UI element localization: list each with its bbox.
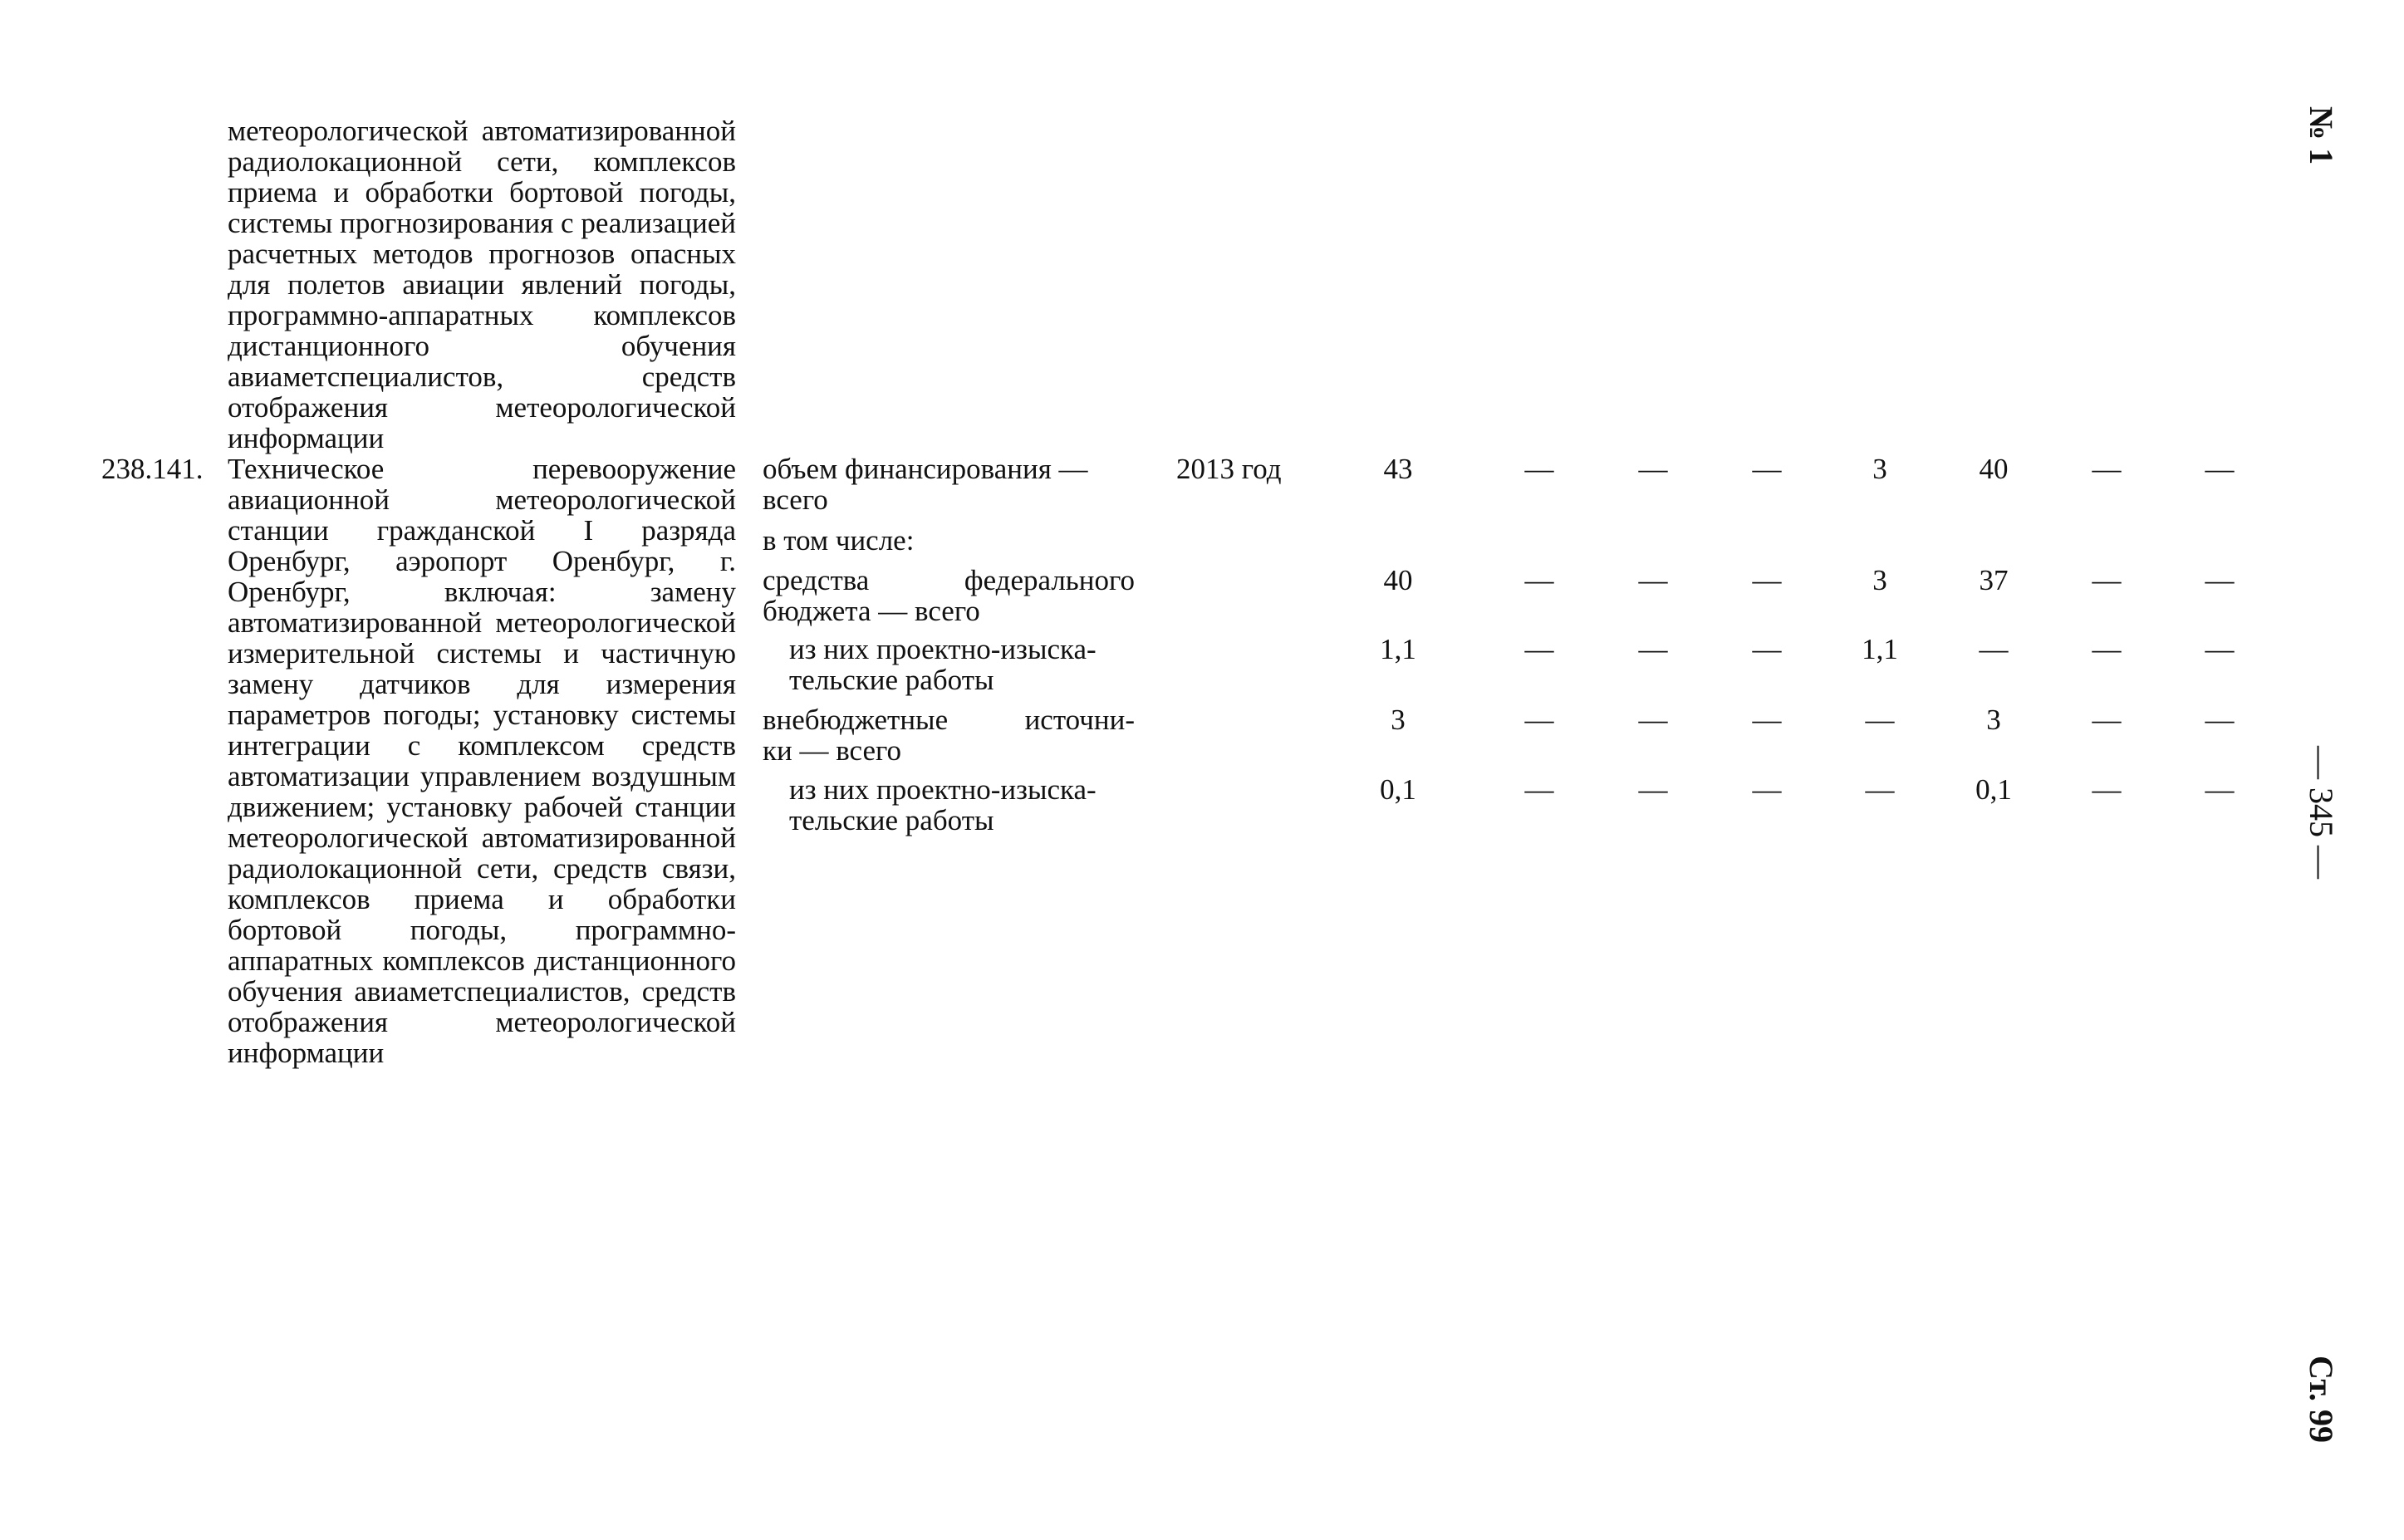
value-cell: — (1524, 633, 1554, 665)
value-cell: 37 (1979, 564, 2009, 596)
value-cell: — (2205, 704, 2235, 736)
value-cell: 3 (1986, 704, 2001, 736)
value-cell: 40 (1979, 453, 2009, 485)
value-cell: — (2092, 453, 2122, 485)
value-cell: — (1638, 633, 1668, 665)
row-federal-survey-label (789, 634, 1138, 695)
row-label-line1 (763, 454, 1135, 484)
continuation-paragraph: метеорологической автоматизированной радиолокационной сети, комплексов приема и обработки бортовой погоды, системы прогнозирования с реализацией расчетных методов прогнозов опасных для полетов авиации явлений погоды, программно-аппаратных комплексов дистанционного обучения авиаметспециалистов, средств отображения метеорологической информации (228, 115, 736, 454)
value-cell: 0,1 (1975, 773, 2012, 806)
row-extrabudget-label (763, 704, 1135, 766)
value-cell: 3 (1872, 564, 1887, 596)
value-cell: — (1752, 453, 1782, 485)
entry-number: 238.141. (101, 453, 204, 485)
value-cell: 40 (1383, 564, 1413, 596)
value-cell: 3 (1872, 453, 1887, 485)
row-including-label: в том числе: (763, 524, 915, 557)
page-number: — 345 — (2303, 746, 2340, 879)
value-cell: — (2092, 773, 2122, 806)
row-extrabudget-survey-label (789, 774, 1138, 836)
value-cell: 43 (1383, 453, 1413, 485)
value-cell: — (2205, 564, 2235, 596)
value-cell: — (1524, 704, 1554, 736)
row-label-line1: внебюджетные источни- (763, 704, 1135, 736)
value-cell: 0,1 (1380, 773, 1416, 806)
value-cell: — (2092, 564, 2122, 596)
row-label-line2: всего (763, 483, 828, 516)
value-cell: — (1979, 633, 2009, 665)
value-cell: — (1752, 773, 1782, 806)
value-cell: — (1638, 453, 1668, 485)
value-cell: — (1752, 564, 1782, 596)
value-cell: — (1524, 773, 1554, 806)
label-text: объем финансирования — (763, 453, 1088, 485)
value-cell: — (2092, 704, 2122, 736)
value-cell: — (2205, 633, 2235, 665)
issue-number: № 1 (2303, 106, 2340, 165)
value-cell: — (1524, 453, 1554, 485)
row-label-line2: тельские работы (789, 804, 994, 836)
value-cell: — (1752, 633, 1782, 665)
article-number: Ст. 99 (2303, 1356, 2340, 1443)
value-cell: 3 (1391, 704, 1406, 736)
value-cell: — (1638, 564, 1668, 596)
row-label-line2: бюджета — всего (763, 595, 980, 627)
value-cell: — (1865, 773, 1895, 806)
value-cell: 1,1 (1380, 633, 1416, 665)
value-cell: — (1638, 704, 1668, 736)
value-cell: — (1865, 704, 1895, 736)
value-cell: 1,1 (1862, 633, 1898, 665)
value-cell: — (2205, 773, 2235, 806)
value-cell: — (1638, 773, 1668, 806)
value-cell: — (1752, 704, 1782, 736)
period-cell: 2013 год (1176, 453, 1282, 485)
value-cell: — (1524, 564, 1554, 596)
value-cell: — (2205, 453, 2235, 485)
row-label-line2: ки — всего (763, 734, 902, 767)
row-label-line1: средства федерального (763, 564, 1135, 596)
row-federal-label (763, 565, 1135, 626)
row-label-line1: из них проектно-изыска- (789, 633, 1097, 665)
row-label-line2: тельские работы (789, 664, 994, 696)
entry-description: Техническое перевооружение авиационной метеорологической станции гражданской I разряда Оренбург, аэропорт Оренбург, г. Оренбург, включая: замену автоматизированной метеорологической измерительной системы и частичную замену датчиков для измерения параметров погоды; установку системы интеграции с комплексом средств автоматизации управлением воздушным движением; установку рабочей станции метеорологической автоматизированной радиолокационной сети, средств связи, комплексов приема и обработки бортовой погоды, программно-аппаратных комплексов дистанционного обучения авиаметспециалистов, средств отображения метеорологической информации (228, 453, 736, 1069)
row-label-line1: из них проектно-изыска- (789, 773, 1097, 806)
row-total-label (763, 454, 1135, 515)
value-cell: — (2092, 633, 2122, 665)
